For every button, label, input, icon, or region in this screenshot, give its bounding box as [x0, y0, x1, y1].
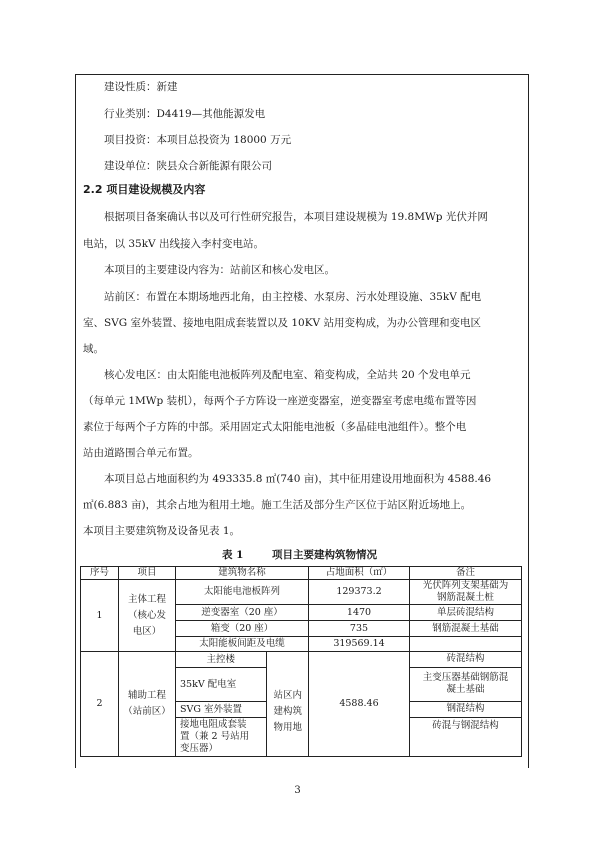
group2-item: 辅助工程 （站前区） — [119, 652, 176, 757]
page-number: 3 — [294, 785, 301, 796]
header-name: 建筑物名称 — [176, 567, 309, 580]
paragraph-line: 素位于每两个子方阵的中部。采用固定式太阳能电池板（多晶硅电池组件）。整个电 — [83, 421, 467, 433]
buildings-table — [80, 566, 522, 757]
paragraph-line: 室、SVG 室外装置、接地电阻成套装置以及 10KV 站用变构成，为办公管理和变电区 — [83, 317, 481, 329]
section-heading: 2.2 项目建设规模及内容 — [83, 183, 206, 196]
paragraph-line: ㎡(6.883 亩)，其余占地为租用土地。施工生活及部分生产区位于站区附近场地上。 — [83, 499, 472, 511]
header-item: 项目 — [119, 567, 176, 580]
paragraph-line: 本项目的主要建设内容为：站前区和核心发电区。 — [104, 264, 335, 276]
building-note: 砖混与钢混结构 — [410, 718, 522, 756]
building-note: 砖混结构 — [410, 652, 522, 668]
building-note: 单层砖混结构 — [410, 605, 522, 621]
group2-area: 4588.46 — [309, 652, 410, 757]
paragraph-line: （每单元 1MWp 装机），每两个子方阵设一座逆变器室，逆变器室考虑电缆布置等因 — [83, 395, 477, 407]
building-note: 钢筋混凝土基础 — [410, 621, 522, 637]
project-investment: 项目投资：本项目总投资为 18000 万元 — [104, 134, 292, 146]
building-name: 逆变器室（20 座） — [176, 605, 309, 621]
building-name: 箱变（20 座） — [176, 621, 309, 637]
table-caption-number: 表 1 — [222, 549, 244, 561]
header-note: 备注 — [410, 567, 522, 580]
paragraph-line: 核心发电区：由太阳能电池板阵列及配电室、箱变构成，全站共 20 个发电单元 — [104, 369, 471, 381]
paragraph-line: 本项目总占地面积约为 493335.8 ㎡(740 亩)，其中征用建设用地面积为 4588.46 — [104, 473, 492, 485]
paragraph-line: 本项目主要建筑物及设备见表 1。 — [83, 525, 241, 537]
land-use-label: 站区内 建构筑 物用地 — [273, 689, 302, 733]
paragraph-line: 根据项目备案确认书以及可行性研究报告，本项目建设规模为 19.8MWp 光伏并网 — [104, 211, 488, 223]
table-caption-title: 项目主要建构筑物情况 — [272, 549, 377, 561]
building-note: 主变压器基础钢筋混 凝土基础 — [410, 667, 522, 701]
paragraph-line: 站由道路围合单元布置。 — [83, 447, 199, 459]
construction-nature: 建设性质：新建 — [104, 81, 178, 93]
paragraph-line: 域。 — [83, 343, 104, 355]
table-header-row — [81, 567, 522, 580]
building-name: 35kV 配电室 — [176, 668, 266, 702]
group1-item: 主体工程 （核心发 电区） — [119, 580, 176, 652]
table-row — [81, 652, 522, 668]
building-note: 钢混结构 — [410, 701, 522, 717]
industry-category: 行业类别：D4419—其他能源发电 — [104, 108, 266, 120]
building-name: 太阳能电池板阵列 — [176, 580, 309, 605]
building-name: 太阳能板间距及电缆 — [176, 637, 309, 652]
building-area: 129373.2 — [309, 580, 410, 605]
building-name: SVG 室外装置 — [176, 702, 266, 718]
building-name: 主控楼 — [176, 652, 266, 667]
building-name: 接地电阻成套装 置（兼 2 号站用 变压器） — [176, 718, 266, 756]
group2-seq: 2 — [81, 652, 119, 757]
header-seq: 序号 — [81, 567, 119, 580]
header-area: 占地面积（㎡） — [309, 567, 410, 580]
group1-seq: 1 — [81, 580, 119, 652]
building-area: 1470 — [309, 605, 410, 621]
building-note: 光伏阵列支架基础为 钢筋混凝土桩 — [410, 580, 522, 605]
paragraph-line: 电站，以 35kV 出线接入李村变电站。 — [83, 238, 264, 250]
table-row — [81, 580, 522, 605]
paragraph-line: 站前区：布置在本期场地西北角，由主控楼、水泵房、污水处理设施、35kV 配电 — [104, 291, 482, 303]
building-note — [410, 637, 522, 652]
building-area: 319569.14 — [309, 637, 410, 652]
construction-unit: 建设单位：陕县众合新能源有限公司 — [104, 160, 272, 172]
building-area: 735 — [309, 621, 410, 637]
